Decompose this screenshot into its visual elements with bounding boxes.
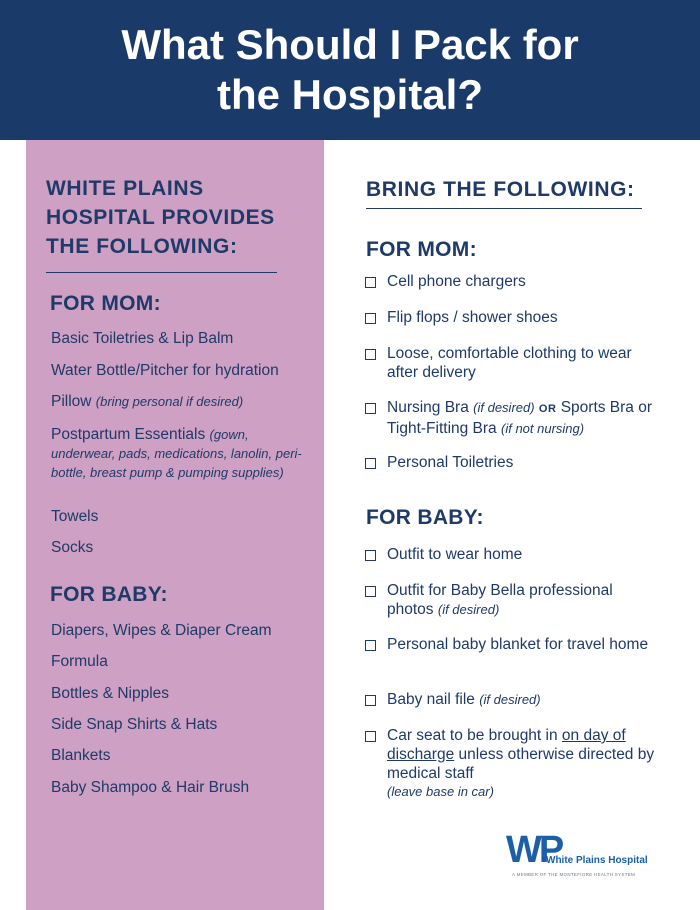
- svg-text:WP: WP: [506, 829, 562, 868]
- checklist-item: Flip flops / shower shoes: [365, 308, 660, 327]
- checkbox[interactable]: [365, 403, 376, 414]
- list-item: Socks: [51, 539, 94, 556]
- checklist-item: Nursing Bra (if desired) OR Sports Bra or Tight-Fitting Bra (if not nursing): [365, 398, 660, 438]
- list-item: Water Bottle/Pitcher for hydration: [51, 362, 279, 379]
- page-header: [0, 0, 700, 140]
- list-item: Towels: [51, 508, 99, 525]
- checkbox[interactable]: [365, 277, 376, 288]
- list-item: Baby Shampoo & Hair Brush: [51, 779, 250, 796]
- page-title: What Should I Pack for the Hospital?: [121, 21, 579, 118]
- list-item: Pillow (bring personal if desired): [51, 393, 244, 410]
- checkbox[interactable]: [365, 550, 376, 561]
- divider: [46, 272, 277, 273]
- checkbox[interactable]: [365, 313, 376, 324]
- list-item: Bottles & Nipples: [51, 685, 170, 702]
- checklist-item: Outfit to wear home: [365, 545, 660, 564]
- bring-title: BRING THE FOLLOWING:: [366, 178, 635, 201]
- list-item: Side Snap Shirts & Hats: [51, 716, 218, 733]
- checkbox[interactable]: [365, 731, 376, 742]
- checkbox[interactable]: [365, 458, 376, 469]
- checklist-item: Loose, comfortable clothing to wear after delivery: [365, 344, 660, 382]
- list-item: Basic Toiletries & Lip Balm: [51, 330, 234, 347]
- list-item: Diapers, Wipes & Diaper Cream: [51, 622, 272, 639]
- provided-mom-heading: FOR MOM:: [50, 292, 161, 315]
- list-item: Blankets: [51, 747, 111, 764]
- checklist-item: Baby nail file (if desired): [365, 690, 660, 709]
- checkbox[interactable]: [365, 640, 376, 651]
- checkbox[interactable]: [365, 349, 376, 360]
- logo-tagline: A MEMBER OF THE MONTEFIORE HEALTH SYSTEM: [512, 872, 636, 877]
- checklist-item: Outfit for Baby Bella professional photos (if desired): [365, 581, 660, 619]
- list-item: Formula: [51, 653, 108, 670]
- checkbox[interactable]: [365, 695, 376, 706]
- checklist-item: Car seat to be brought in on day of discharge unless otherwise directed by medical staff (leave base in car): [365, 726, 660, 800]
- checklist-item: Personal Toiletries: [365, 453, 660, 472]
- provided-panel: [26, 140, 324, 910]
- divider: [366, 208, 642, 209]
- provided-title: WHITE PLAINS HOSPITAL PROVIDES THE FOLLOWING:: [46, 177, 275, 258]
- provided-baby-heading: FOR BABY:: [50, 583, 168, 606]
- hospital-logo: [506, 828, 646, 880]
- bring-baby-heading: FOR BABY:: [366, 506, 484, 529]
- bring-mom-heading: FOR MOM:: [366, 238, 477, 261]
- checklist-item: Personal baby blanket for travel home: [365, 635, 660, 654]
- list-item: Postpartum Essentials (gown, underwear, pads, medications, lanolin, peri-bottle, breast pump & pumping supplies): [51, 426, 302, 480]
- logo-name: White Plains Hospital: [546, 855, 648, 866]
- checklist-item: Cell phone chargers: [365, 272, 660, 291]
- checkbox[interactable]: [365, 586, 376, 597]
